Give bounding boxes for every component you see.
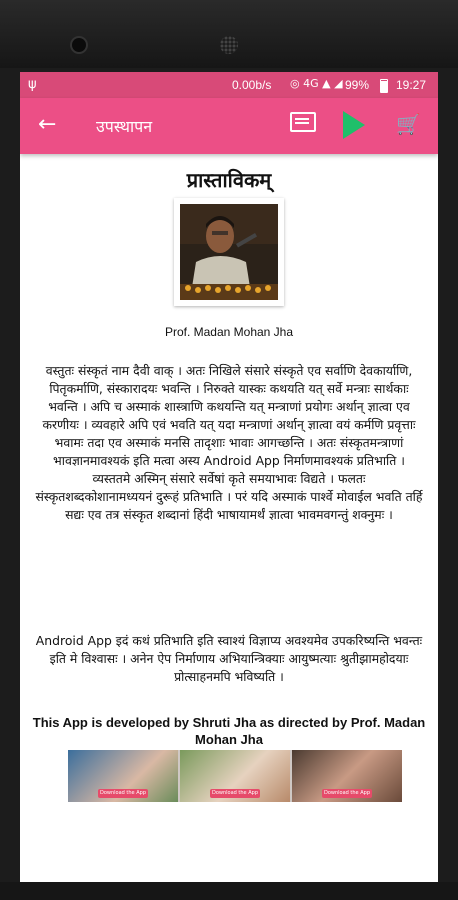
phone-top-bezel xyxy=(0,0,458,68)
network-type: 4G xyxy=(303,77,319,90)
download-app-button[interactable]: Download the App xyxy=(323,790,370,796)
download-app-button[interactable]: Download the App xyxy=(99,790,146,796)
clock: 19:27 xyxy=(396,78,427,92)
content-area xyxy=(20,156,438,796)
cart-icon[interactable]: 🛒 xyxy=(396,112,421,136)
battery-percent: 99% xyxy=(345,78,370,92)
developer-credit: This App is developed by Shruti Jha as directed by Prof. Madan Mohan Jha xyxy=(32,715,426,747)
phone-bottom-bezel xyxy=(0,882,458,900)
speaker-grille-icon xyxy=(220,36,238,54)
intro-paragraph-2: Android App इदं कथं प्रतिभाति इति स्वाश्यं विज्ञाप्य अवश्यमेव उपकरिष्यन्ति भवन्तः इति मे विश्वासः । अनेन ऐप निर्माणाय अभियान्त्रिक्याः आयुष्मत्याः श्रुतीझामहोदयाः प्रोत्साहनमपि भविष्यति । xyxy=(35,633,423,684)
ad-tile-2[interactable] xyxy=(180,750,290,802)
battery-icon xyxy=(380,79,388,93)
front-camera-icon xyxy=(72,38,86,52)
photo-caption: Prof. Madan Mohan Jha xyxy=(164,325,294,339)
chat-icon[interactable] xyxy=(290,112,316,132)
ad-tile-3[interactable] xyxy=(292,750,402,802)
screen xyxy=(20,72,438,882)
app-bar xyxy=(20,98,438,154)
status-bar xyxy=(20,72,438,98)
usb-icon: ψ xyxy=(28,77,37,92)
signal-icons: ◎ 4G ▲ ◢ xyxy=(290,77,343,90)
network-speed: 0.00b/s xyxy=(232,78,272,92)
content-heading: प्रास्ताविकम् xyxy=(186,168,272,192)
arrow-left-icon[interactable]: ← xyxy=(38,112,57,137)
page-title: उपस्थापन xyxy=(96,117,153,136)
play-store-icon[interactable] xyxy=(343,111,365,139)
download-app-button[interactable]: Download the App xyxy=(211,790,258,796)
intro-paragraph-1: वस्तुतः संस्कृतं नाम दैवी वाक् । अतः निखिले संसारे संस्कृते एव सर्वाणि देवकार्याणि, पितृकर्माणि, संस्कारादयः भवन्ति । निरुक्ते यास्कः कथयति यत् सर्वे मन्त्राः सार्थकाः भवन्ति । अपि च अस्माकं शास्त्राणि कथयन्ति यत् मन्त्राणां प्रयोगः अर्थान् ज्ञात्वा एव करणीयः । व्यवहारे अपि एवं भवति यत् यदा मन्त्राणां अर्थान् ज्ञात्वा वयं कर्मणि प्रवृत्ताः भवामः तदा एव अस्माकं मनसि तादृशाः भावाः आगच्छन्ति । अतः संस्कृतमन्त्राणां भावज्ञानमावश्यकं इति मत्वा अस्य Android App निर्माणमावश्यकं प्रतिभाति । व्यस्ततमे अस्मिन् संसारे सर्वेषां कृते समयाभावः विद्यते । फलतः संस्कृतशब्दकोशानामध्ययनं दुरूहं प्रतिभाति । परं यदि अस्माकं पार्श्वे मोवाईल भवति तर्हि सद्यः एव तत्र संस्कृत शब्दानां हिंदी भाषायामर्थं ज्ञात्वा भावमवगन्तुं शक्नुमः । xyxy=(35,363,423,522)
author-photo xyxy=(174,198,284,306)
ad-tile-1[interactable] xyxy=(68,750,178,802)
ad-banner[interactable] xyxy=(68,750,402,802)
